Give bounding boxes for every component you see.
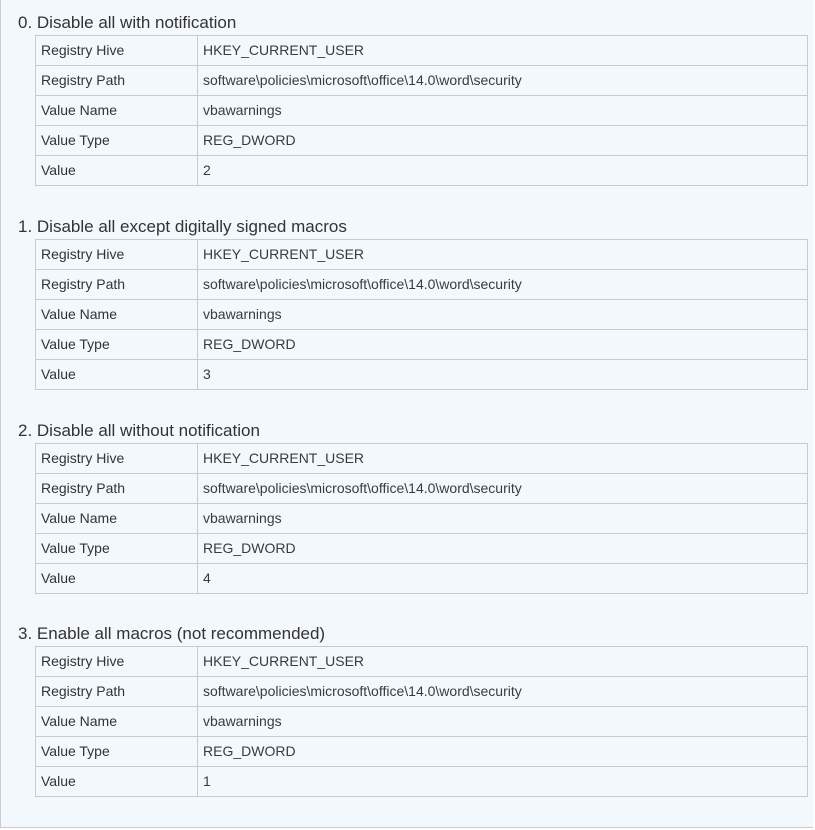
row-value: REG_DWORD bbox=[198, 126, 808, 156]
row-value: vbawarnings bbox=[198, 96, 808, 126]
table-row bbox=[36, 36, 808, 66]
row-key: Registry Path bbox=[36, 474, 198, 504]
section-heading: 2. Disable all without notification bbox=[18, 421, 260, 440]
table-row bbox=[36, 647, 808, 677]
section-heading: 3. Enable all macros (not recommended) bbox=[18, 624, 326, 643]
row-key: Registry Path bbox=[36, 677, 198, 707]
row-key: Registry Hive bbox=[36, 36, 198, 66]
table-row bbox=[36, 677, 808, 707]
row-key: Registry Hive bbox=[36, 240, 198, 270]
row-key: Value bbox=[36, 564, 198, 594]
row-key: Value Type bbox=[36, 534, 198, 564]
row-value: 2 bbox=[198, 156, 808, 186]
table-row bbox=[36, 126, 808, 156]
table-row bbox=[36, 534, 808, 564]
table-row bbox=[36, 156, 808, 186]
table-row bbox=[36, 564, 808, 594]
row-value: HKEY_CURRENT_USER bbox=[198, 240, 808, 270]
row-value: REG_DWORD bbox=[198, 330, 808, 360]
row-key: Value bbox=[36, 767, 198, 797]
row-value: REG_DWORD bbox=[198, 534, 808, 564]
table-row bbox=[36, 240, 808, 270]
table-row bbox=[36, 66, 808, 96]
row-value: HKEY_CURRENT_USER bbox=[198, 647, 808, 677]
table-row bbox=[36, 96, 808, 126]
table-row bbox=[36, 444, 808, 474]
row-key: Value Name bbox=[36, 707, 198, 737]
row-key: Value Name bbox=[36, 96, 198, 126]
section-heading: 0. Disable all with notification bbox=[18, 13, 237, 32]
row-value: software\policies\microsoft\office\14.0\word\security bbox=[198, 677, 808, 707]
row-value: vbawarnings bbox=[198, 504, 808, 534]
row-value: 3 bbox=[198, 360, 808, 390]
row-value: REG_DWORD bbox=[198, 737, 808, 767]
row-key: Registry Hive bbox=[36, 444, 198, 474]
table-row bbox=[36, 330, 808, 360]
row-key: Value Name bbox=[36, 504, 198, 534]
row-key: Value Type bbox=[36, 330, 198, 360]
row-key: Value Name bbox=[36, 300, 198, 330]
row-key: Value Type bbox=[36, 737, 198, 767]
row-value: 1 bbox=[198, 767, 808, 797]
row-value: software\policies\microsoft\office\14.0\word\security bbox=[198, 474, 808, 504]
row-value: vbawarnings bbox=[198, 707, 808, 737]
row-key: Registry Hive bbox=[36, 647, 198, 677]
table-row bbox=[36, 270, 808, 300]
table-row bbox=[36, 360, 808, 390]
row-value: HKEY_CURRENT_USER bbox=[198, 36, 808, 66]
registry-table bbox=[35, 35, 808, 186]
row-value: vbawarnings bbox=[198, 300, 808, 330]
row-key: Value bbox=[36, 360, 198, 390]
section-heading: 1. Disable all except digitally signed macros bbox=[18, 217, 347, 236]
row-key: Value Type bbox=[36, 126, 198, 156]
table-row bbox=[36, 737, 808, 767]
row-value: software\policies\microsoft\office\14.0\word\security bbox=[198, 66, 808, 96]
table-row bbox=[36, 767, 808, 797]
row-value: 4 bbox=[198, 564, 808, 594]
row-value: software\policies\microsoft\office\14.0\word\security bbox=[198, 270, 808, 300]
registry-table bbox=[35, 239, 808, 390]
table-row bbox=[36, 707, 808, 737]
row-key: Value bbox=[36, 156, 198, 186]
row-value: HKEY_CURRENT_USER bbox=[198, 444, 808, 474]
table-row bbox=[36, 300, 808, 330]
table-row bbox=[36, 474, 808, 504]
row-key: Registry Path bbox=[36, 66, 198, 96]
table-row bbox=[36, 504, 808, 534]
registry-table bbox=[35, 646, 808, 797]
registry-table bbox=[35, 443, 808, 594]
row-key: Registry Path bbox=[36, 270, 198, 300]
